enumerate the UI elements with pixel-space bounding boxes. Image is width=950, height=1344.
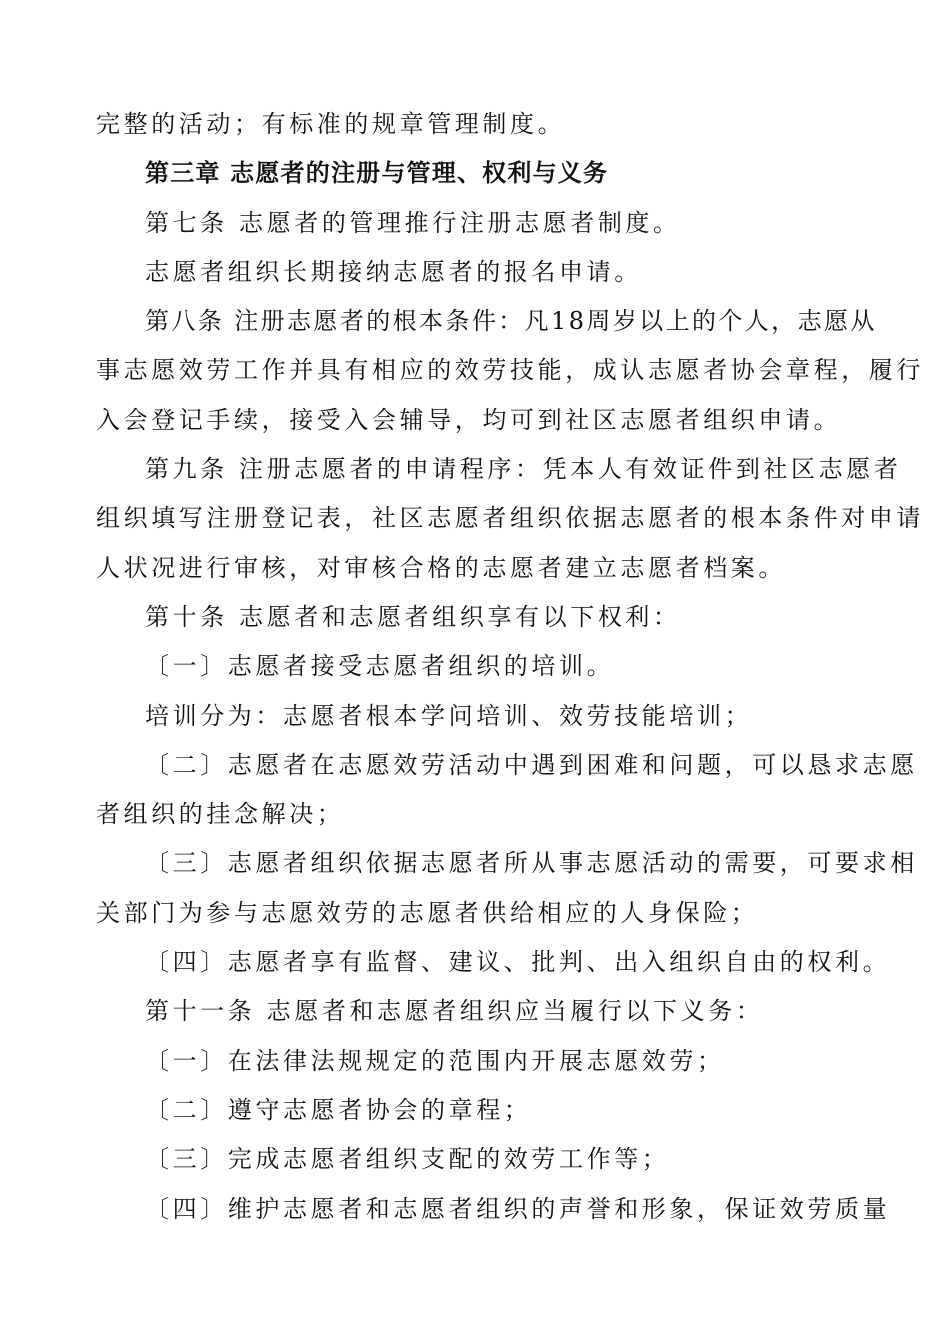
chapter-heading: 第三章 志愿者的注册与管理、权利与义务	[145, 159, 609, 188]
list-item: 〔二〕志愿者在志愿效劳活动中遇到困难和问题，可以恳求志愿	[145, 750, 918, 779]
list-item: 〔三〕志愿者组织依据志愿者所从事志愿活动的需要，可要求相	[145, 849, 918, 878]
paragraph-line: 入会登记手续，接受入会辅导，均可到社区志愿者组织申请。	[96, 405, 842, 434]
paragraph-line: 关部门为参与志愿效劳的志愿者供给相应的人身保险；	[96, 898, 759, 927]
article-10: 第十条 志愿者和志愿者组织享有以下权利：	[145, 602, 681, 631]
list-item: 〔一〕在法律法规规定的范围内开展志愿效劳；	[145, 1046, 725, 1075]
list-item: 〔四〕维护志愿者和志愿者组织的声誉和形象，保证效劳质量	[145, 1194, 891, 1223]
list-item: 〔三〕完成志愿者组织支配的效劳工作等；	[145, 1145, 670, 1174]
list-item: 〔一〕志愿者接受志愿者组织的培训。	[145, 652, 615, 681]
paragraph-line: 事志愿效劳工作并具有相应的效劳技能，成认志愿者协会章程，履行	[96, 356, 924, 385]
paragraph-line: 人状况进行审核，对审核合格的志愿者建立志愿者档案。	[96, 553, 786, 582]
paragraph-line: 志愿者组织长期接纳志愿者的报名申请。	[145, 257, 642, 286]
list-item: 〔二〕遵守志愿者协会的章程；	[145, 1095, 532, 1124]
paragraph-line: 组织填写注册登记表，社区志愿者组织依据志愿者的根本条件对申请	[96, 504, 924, 533]
article-11: 第十一条 志愿者和志愿者组织应当履行以下义务：	[145, 997, 764, 1026]
article-9: 第九条 注册志愿者的申请程序：凭本人有效证件到社区志愿者	[145, 455, 902, 484]
list-item: 〔四〕志愿者享有监督、建议、批判、出入组织自由的权利。	[145, 948, 891, 977]
article-8: 第八条 注册志愿者的根本条件：凡18周岁以上的个人，志愿从	[145, 307, 877, 336]
paragraph-line: 培训分为：志愿者根本学问培训、效劳技能培训；	[145, 701, 753, 730]
article-7: 第七条 志愿者的管理推行注册志愿者制度。	[145, 208, 681, 237]
paragraph-line: 完整的活动；有标准的规章管理制度。	[96, 110, 566, 138]
document-body	[96, 100, 924, 1234]
paragraph-line: 者组织的挂念解决；	[96, 800, 345, 829]
